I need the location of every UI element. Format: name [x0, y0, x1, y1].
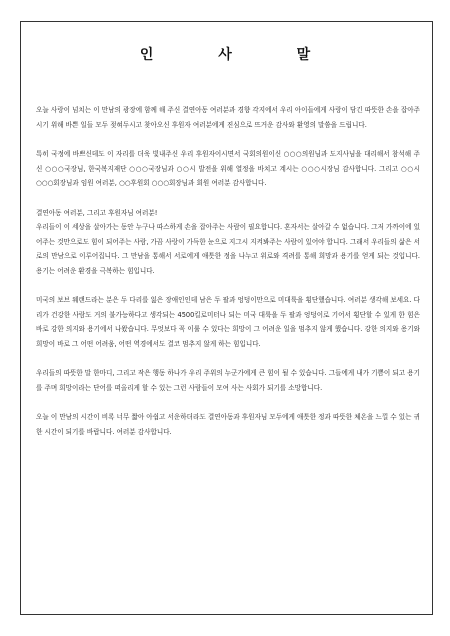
- paragraph-guests: 특히 국정에 바쁘신데도 이 자리를 더욱 빛내주신 우리 후원자이시면서 국회의원이신 ○○○의원님과 도지사님을 대리해서 참석해 주신 ○○○국장님, 한국복지재단 ○○○국장님과 ○○시 발전을 위해 열정을 바치고 계시는 ○○○시장님 감사합니다. 그리고 ○○시 ○○○회장님과 임원 여러분, ○○후원회 ○○○회장님과 회원 여러분 감사합니다.: [36, 150, 420, 187]
- paragraph-address: 결연아동 여러분, 그리고 후원자님 여러분!: [36, 208, 158, 217]
- paragraph-encounter: 우리들이 이 세상을 살아가는 동안 누구나 따스하게 손을 잡아주는 사람이 필요합니다. 혼자서는 살아갈 수 없습니다. 그저 가까이에 있어주는 것만으로도 힘이 되어주는 사람, 가끔 사랑이 가득한 눈으로 지그시 지켜봐주는 사람이 있어야 합니다. 그래서 우리들의 삶은 서로의 만남으로 이루어집니다. 그 만남을 통해서 서로에게 애틋한 정을 나누고 위로와 격려를 통해 희망과 용기를 얻게 되는 것입니다. 용기는 어려운 환경을 극복하는 힘입니다.: [36, 223, 420, 275]
- page-title: 인 사 말: [139, 47, 341, 63]
- paragraph-closing: 오늘 이 만남의 시간이 비록 너무 짧아 아쉽고 서운하더라도 결연아동과 후원자님 모두에게 애틋한 정과 따뜻한 체온을 느낄 수 있는 귀한 시간이 되기를 바랍니다. 여러분 감사합니다.: [36, 413, 420, 436]
- document-body: [36, 103, 420, 454]
- paragraph-welcome: 오늘 사랑이 넘치는 이 만남의 광장에 함께 해 주신 결연아동 여러분과 경향 각지에서 우리 아이들에게 사랑이 담긴 따뜻한 손을 잡아주시기 위해 바쁜 일들 모두 젖혀두시고 찾아오신 후원자 여러분에게 진심으로 뜨거운 감사와 환영의 말씀을 드립니다.: [36, 106, 420, 129]
- paragraph-story: 미국의 보브 웨랜드라는 분은 두 다리를 잃은 장애인인데 남은 두 팔과 엉덩이만으로 미대륙을 횡단했습니다. 여러분 생각해 보세요. 다리가 건강한 사람도 거의 불가능하다고 생각되는 4500킬로미터나 되는 미국 대륙을 두 팔과 엉덩이로 기어서 횡단할 수 있게 한 힘은 바로 강한 의지와 용기에서 나왔습니다. 무엇보다 꼭 이룰 수 있다는 희망이 그 어려운 일을 멈추지 않게 했습니다. 강한 의지와 용기와 희망이 바로 그 어떤 어려움, 어떤 역경에서도 결코 멈추지 않게 하는 힘입니다.: [36, 296, 420, 348]
- paragraph-hope: 우리들의 따뜻한 말 한마디, 그리고 작은 행동 하나가 우리 주위의 누군가에게 큰 힘이 될 수 있습니다. 그들에게 내가 기쁨이 되고 용기를 주며 희망이라는 단어를 떠올리게 할 수 있는 그런 사람들이 모여 사는 사회가 되기를 소망합니다.: [36, 369, 420, 392]
